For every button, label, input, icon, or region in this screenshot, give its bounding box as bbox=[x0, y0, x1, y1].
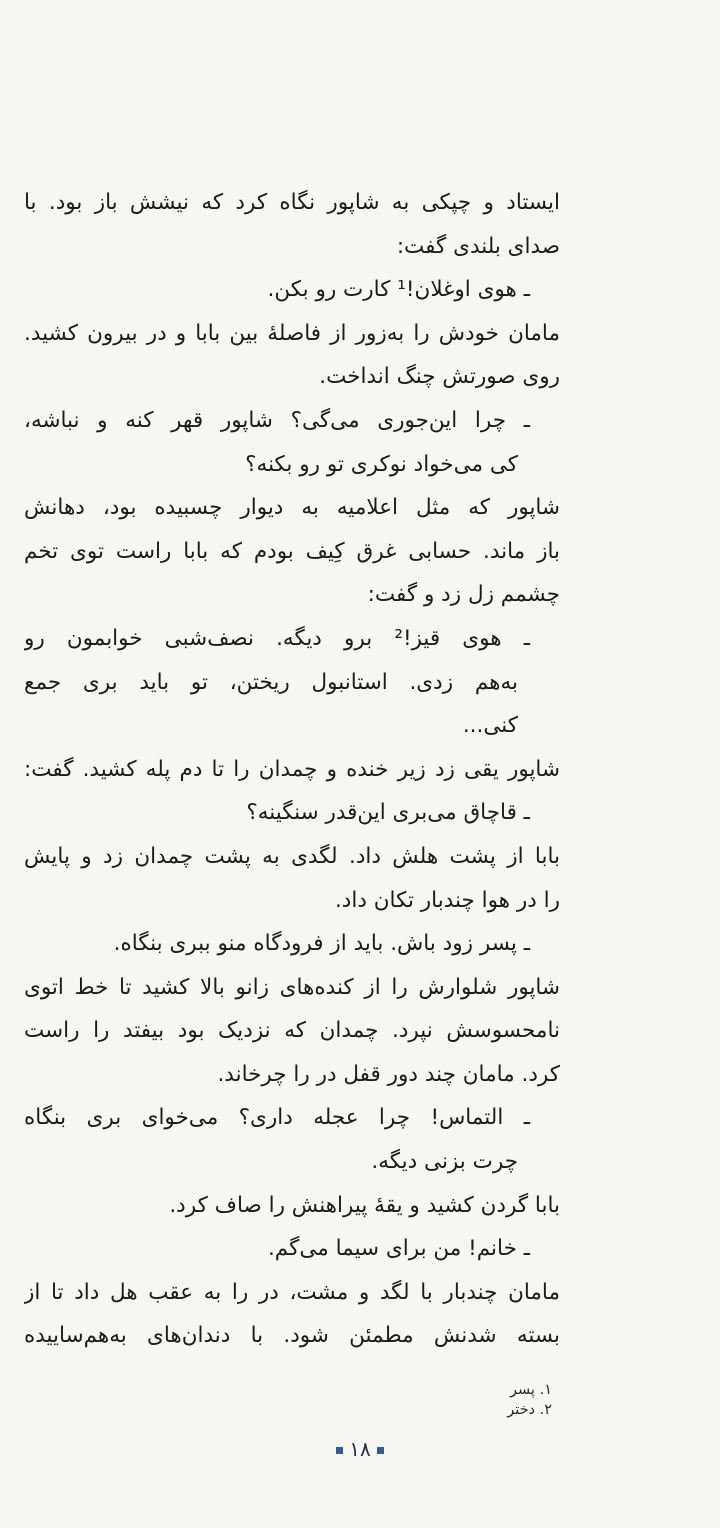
page-number-text: ۱۸ bbox=[349, 1437, 371, 1461]
text-line: ایستاد و چپکی به شاپور نگاه کرد که نیشش باز بود. با bbox=[24, 190, 560, 215]
dialogue-line: ـ التماس! چرا عجله داری؟ می‌خوای بری بنگاه bbox=[24, 1105, 530, 1131]
text-line: مامان خودش را به‌زور از فاصلهٔ بین بابا و در بیرون کشید. bbox=[24, 320, 560, 346]
dialogue-line: به‌هم زدی. استانبول ریختن، تو باید بری جمع bbox=[24, 669, 518, 695]
page-number bbox=[0, 1437, 720, 1461]
footnotes bbox=[507, 1380, 552, 1420]
footnote-2: ۲. دختر bbox=[507, 1402, 552, 1418]
footnote-1: ۱. پسر bbox=[510, 1382, 552, 1398]
text-line: شاپور یقی زد زیر خنده و چمدان را تا دم پله کشید. گفت: bbox=[24, 756, 560, 782]
body-text bbox=[24, 181, 560, 1358]
square-ornament-icon bbox=[377, 1447, 384, 1454]
dialogue-line: کنی... bbox=[462, 713, 518, 739]
text-line: نامحسوسش نپرد. چمدان که نزدیک بود بیفتد را راست bbox=[24, 1018, 560, 1044]
text-line: بابا از پشت هلش داد. لگدی به پشت چمدان زد و پایش bbox=[24, 843, 560, 869]
text-line: بسته شدنش مطمئن شود. با دندان‌های به‌هم‌ساییده bbox=[24, 1323, 560, 1349]
dialogue-line: ـ چرا این‌جوری می‌گی؟ شاپور قهر کنه و نباشه، bbox=[24, 407, 530, 433]
dialogue-line: کی می‌خواد نوکری تو رو بکنه؟ bbox=[245, 451, 518, 477]
text-line: کرد. مامان چند دور قفل در را چرخاند. bbox=[217, 1061, 560, 1087]
text-line: را در هوا چندبار تکان داد. bbox=[334, 887, 560, 913]
square-ornament-icon bbox=[336, 1447, 343, 1454]
dialogue-line: ـ هوی اوغلان!¹ کارت رو بکن. bbox=[267, 277, 530, 303]
dialogue-line: ـ هوی قیز!² برو دیگه. نصف‌شبی خوابمون رو bbox=[24, 625, 530, 651]
text-line: چشمم زل زد و گفت: bbox=[367, 582, 560, 608]
dialogue-line: ـ پسر زود باش. باید از فرودگاه منو ببری بنگاه. bbox=[113, 931, 530, 957]
text-line: بابا گردن کشید و یقهٔ پیراهنش را صاف کرد. bbox=[169, 1192, 560, 1218]
text-line: شاپور که مثل اعلامیه به دیوار چسبیده بود، دهانش bbox=[24, 495, 560, 521]
text-line: باز ماند. حسابی غرق کِیف بودم که بابا راست توی تخم bbox=[24, 538, 560, 564]
text-line: روی صورتش چنگ انداخت. bbox=[319, 364, 560, 390]
text-line: صدای بلندی گفت: bbox=[396, 233, 560, 259]
dialogue-line: ـ قاچاق می‌بری این‌قدر سنگینه؟ bbox=[246, 800, 530, 826]
text-line: مامان چندبار با لگد و مشت، در را به عقب هل داد تا از bbox=[24, 1279, 560, 1305]
dialogue-line: چرت بزنی دیگه. bbox=[371, 1149, 518, 1175]
text-line: شاپور شلوارش را از کنده‌های زانو بالا کشید تا خط اتوی bbox=[24, 974, 560, 1000]
dialogue-line: ـ خانم! من برای سیما می‌گم. bbox=[267, 1236, 530, 1262]
